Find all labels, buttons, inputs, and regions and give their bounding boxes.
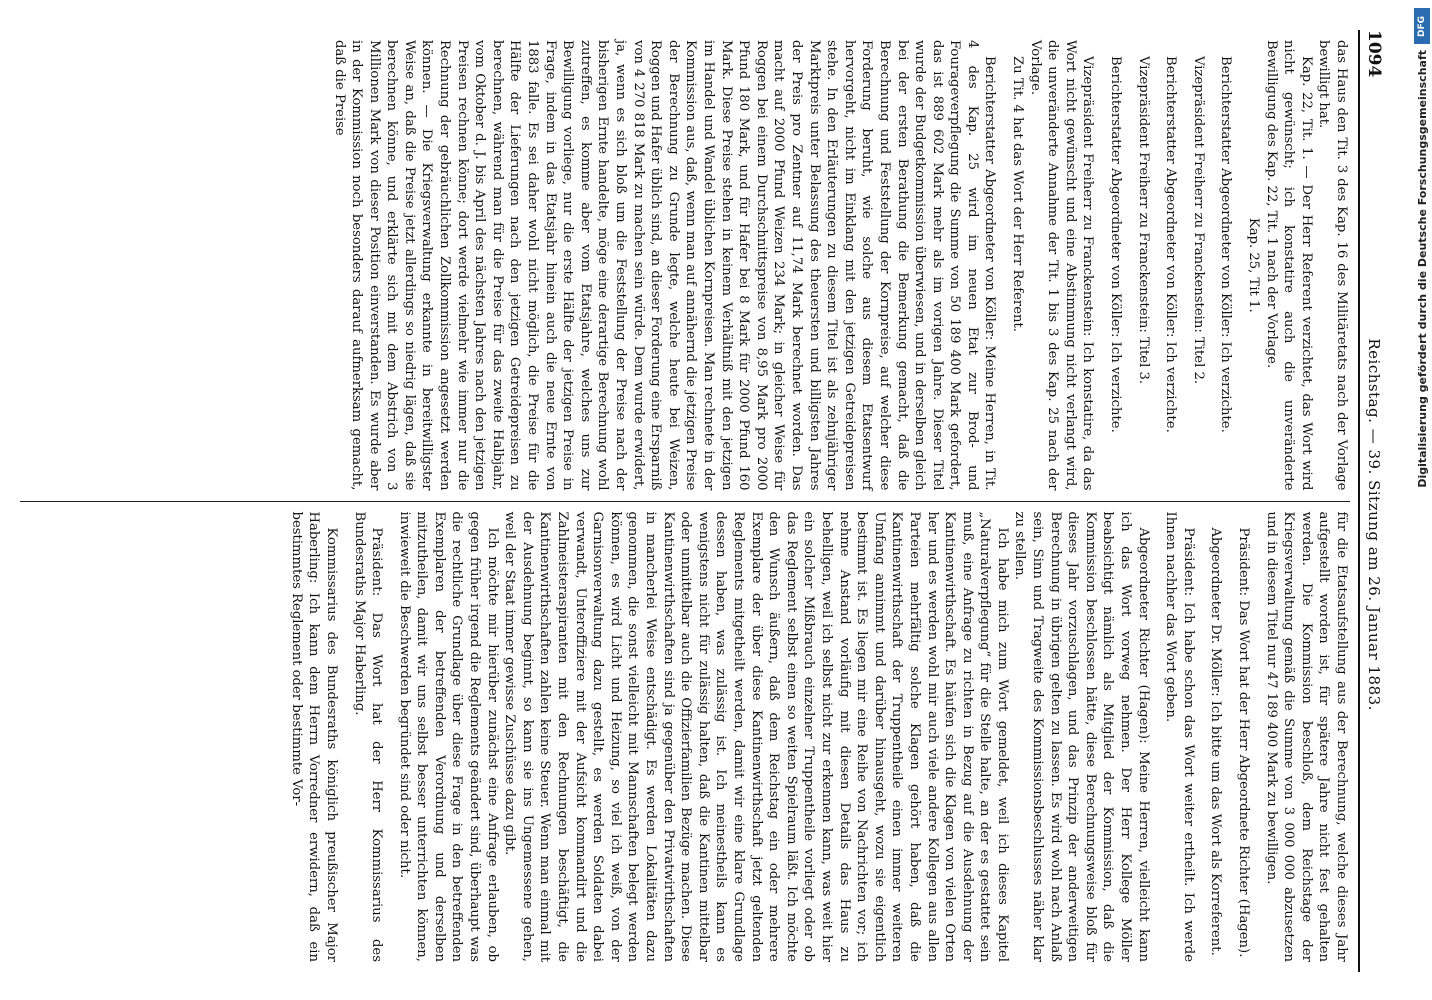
speaker-paragraph: Abgeordneter Dr. Möller: Ich bitte um das Wort als Korreferent.	[1208, 527, 1224, 956]
paragraph: für die Etatsaufstellung aus der Berechnung, welche dieses Jahr aufgestellt worden ist, für spätere Jahre nicht fest gehalten werden. Die Kommission beschloß, dem Reichstage der Kriegsverwaltung gemäß die Summe von 3 000 000 abzusetzen und in diesem Titel nur 47 189 400 Mark zu bewilligen.	[1263, 511, 1349, 962]
paragraph: Ich möchte mir hierüber zunächst eine Anfrage erlauben, ob gegen früher irgend die Reglements geändert sind, überhaupt was die rechtliche Grundlage über diese Frage in den betreffenden Exemplaren der betreffenden Verordnung und derselben mitzutheilen, damit wir uns selbst besser unterrichten können, inwieweit die Beschwerden begründet sind oder nicht.	[396, 511, 500, 962]
speaker-paragraph: Vizepräsident Freiherr zu Franckenstein: Titel 2.	[1190, 56, 1206, 385]
speaker-paragraph: Präsident: Das Wort hat der Herr Abgeordnete Richter (Hagen).	[1236, 527, 1252, 958]
speaker-paragraph: Präsident: Das Wort hat der Herr Kommissarius des Bundesraths Major Haberling.	[351, 511, 385, 962]
page-number: 1094	[1364, 30, 1384, 78]
paragraph: Ich habe mich zum Wort gemeldet, weil ich dieses Kapitel „Naturalverpflegung“ für die Stelle halte, an der es gestattet sein muß, eine Anfrage zu richten in Bezug auf die Ausdehnung der Kantinenwirthschaft. Es häufen sich die Klagen von vielen Orten her und es werden wohl mir auch viele andere Kollegen aus allen Parteien mehrfältig solche Klagen gehört haben, daß die Kantinenwirthschaft der Truppentheile einen immer weiteren Umfang annimmt und darüber hinausgeht, wozu sie eigentlich bestimmt ist. Es liegen mir eine Reihe von Nachrichten vor; ich nehme Anstand vorläufig mit diesen Details das Haus zu behelligen, weil ich selbst nicht zur erkennen kann, was weit hier ein solcher Mißbrauch einzelner Truppentheile vorliegt oder ob das Reglement selbst einen so weiten Spielraum läßt. Ich möchte den Wunsch äußern, daß dem Reichstag ein oder mehrere Exemplare der über diese Kantinenwirthschaft jetzt geltenden Reglements mitgetheilt werden, damit wir eine klare Grundlage dessen haben, was zulässig ist. Ich meinestheils kann es wenigstens nicht für zulässig halten, daß die Kantinen mittelbar oder unmittelbar auch die Offizierfamilien Bezüge machen. Diese Kantinenwirthschaften sind ja gegenüber den Privatwirthschaften in mancherlei Weise entschädigt. Es werden Lokalitäten dazu genommen, die sonst vielleicht mit Mannschaften belegt werden können, es wird Licht und Heizung, so viel ich weiß, von der Garnisonverwaltung dazu gestellt, es werden Soldaten dabei verwandt, Unteroffiziere mit der Aufsicht kommandirt und die Zahlmeisteraspiranten mit den Rechnungen beschäftigt, die Kantinenwirthschaften zahlen keine Steuer. Wenn man einmal mit der Ausdehnung beginnt, so kann sie ins Ungemessene gehen, weil der Staat immer gewisse Zuschüsse dazu gibt.	[502, 511, 1010, 962]
column-left	[20, 30, 1350, 501]
speaker-paragraph: Berichterstatter Abgeordneter von Köller: Meine Herren, in Tit. 4 des Kap. 25 wird im neuen Etat zur Brod- und Fourageverpflegung die Summe von 50 189 400 Mark gefordert, das ist 889 602 Mark mehr als im vorigen Jahre. Dieser Titel wurde der Budgetkommission überwiesen, und in derselben gleich bei der ersten Berathung die Bemerkung gemacht, daß die Berechnung und Feststellung der Kornpreise, auf welcher diese Forderung beruht, wie solche aus diesem Etatsentwurf hervorgeht, nicht im Einklang mit den jetzigen Getreidepreisen stehe. In den Erläuterungen zu diesem Titel ist als zehnjähriger Marktpreis unter Belassung des theuersten und billigsten Jahres der Preis pro Zentner auf 11,74 Mark berechnet worden. Das macht auf 2000 Pfund Weizen 234 Mark; in gleicher Weise für Roggen bei einem Durchschnittspreise von 8,95 Mark pro 2000 Pfund 180 Mark, und für Hafer bei 8 Mark für 2000 Pfund 160 Mark. Diese Preise stehen in keinem Verhältniß mit den jetzigen im Handel und Wandel üblichen Kornpreisen. Man rechnete in der Kommission aus, daß, wenn man auf annähernd die jetzigen Preise der Berechnung zu Grunde legte, welche heute bei Weizen, Roggen und Hafer üblich sind, an dieser Forderung eine Ersparniß von 4 270 818 Mark zu machen sein würde. Dem wurde erwidert, ja, wenn es sich bloß um die Feststellung der Preise nach der bisherigen Ernte handelte, möge eine derartige Berechnung wohl zutreffen, es komme aber vom Etatsjahre, welches uns zur Bewilligung vorliege, nur die erste Hälfte der jetzigen Preise in Frage, indem in das Etatsjahr hinein auch die neue Ernte von 1883 falle. Es sei daher wohl nicht möglich, die Preise für die Hälfte der Lieferungen nach den jetzigen Getreidepreisen zu berechnen, während man für die Preise für das zweite Halbjahr, vom Oktober d. J. bis April des nächsten Jahres nach den jetzigen Preisen rechnen könne; dort werde vielmehr wie immer nur die Rechnung der gebräuchlichen Zollkommission angesetzt werden können. — Die Kriegsverwaltung erkannte in bereitwilligster Weise an, daß die Preise jetzt allerdings so niedrig lägen, daß sie berechnen könne, und erklärte sich mit dem Abstrich von 3 Millionen Mark von dieser Position einverstanden. Es wurde aber in der Kommission noch besonders darauf aufmerksam gemacht, daß die Preise	[331, 40, 998, 491]
text-columns	[20, 30, 1350, 972]
speaker-paragraph: Berichterstatter Abgeordneter von Köller: Ich verzichte.	[1218, 56, 1234, 433]
running-head	[1358, 30, 1384, 972]
speaker-paragraph: Abgeordneter Richter (Hagen): Meine Herren, vielleicht kann ich das Wort vorweg nehmen. Der Herr Kollege Möller beabsichtigt nämlich als Mitglied der Kommission, daß die Kommission beschlossen hätte, diese Berechnungsweise bloß für dieses Jahr vorzuschlagen, und das Prinzip der anderweitigen Berechnung in übrigen gelten zu lassen. Es wird wohl nach Anlaß sein, Sinn und Tragweite des Kommissionsbeschlusses näher klar zu stellen.	[1012, 511, 1151, 962]
speaker-paragraph: Berichterstatter Abgeordneter von Köller: Ich verzichte.	[1108, 56, 1124, 433]
speaker-paragraph: Präsident: Ich habe schon das Wort weiter ertheilt. Ich werde Ihnen nachher das Wort geben.	[1163, 511, 1196, 962]
column-right	[20, 501, 1350, 973]
paragraph: Zu Tit. 4 hat das Wort der Herr Referent.	[1010, 56, 1026, 332]
speaker-paragraph: Berichterstatter Abgeordneter von Köller: Ich verzichte.	[1163, 56, 1179, 433]
digitization-strip	[1410, 0, 1432, 1000]
paragraph: Kap. 25, Tit 1.	[1246, 217, 1262, 313]
paragraph: das Haus den Tit. 3 des Kap. 16 des Militäretats nach der Vorlage bewilligt hat.	[1316, 40, 1349, 491]
digitization-notice: Digitalisierung gefördert durch die Deutsche Forschungsgemeinschaft	[1416, 50, 1429, 488]
speaker-paragraph: Vizepräsident Freiherr zu Franckenstein: Titel 3.	[1135, 56, 1151, 385]
speaker-paragraph: Vizepräsident Freiherr zu Franckenstein: Ich konstatire, da das Wort nicht gewünscht und eine Abstimmung nicht verlangt wird, die unveränderte Annahme der Tit. 1 bis 3 des Kap. 25 nach der Vorlage.	[1027, 40, 1096, 491]
speaker-paragraph: Kommissarius des Bundesraths königlich preußischer Major Haberling: Ich kann dem Herrn Vorredner erwidern, daß ein bestimmtes Reglement oder bestimmte Vor-	[288, 511, 339, 962]
paragraph: Kap. 22, Tit. 1. — Der Herr Referent verzichtet, das Wort wird nicht gewünscht; ich konstatire auch die unveränderte Bewilligung des Kap. 22, Tit. 1 nach der Vorlage.	[1263, 40, 1314, 491]
running-title: Reichstag. — 39. Sitzung am 26. Januar 1883.	[1365, 338, 1383, 711]
dfg-logo: DFG	[1414, 8, 1430, 44]
